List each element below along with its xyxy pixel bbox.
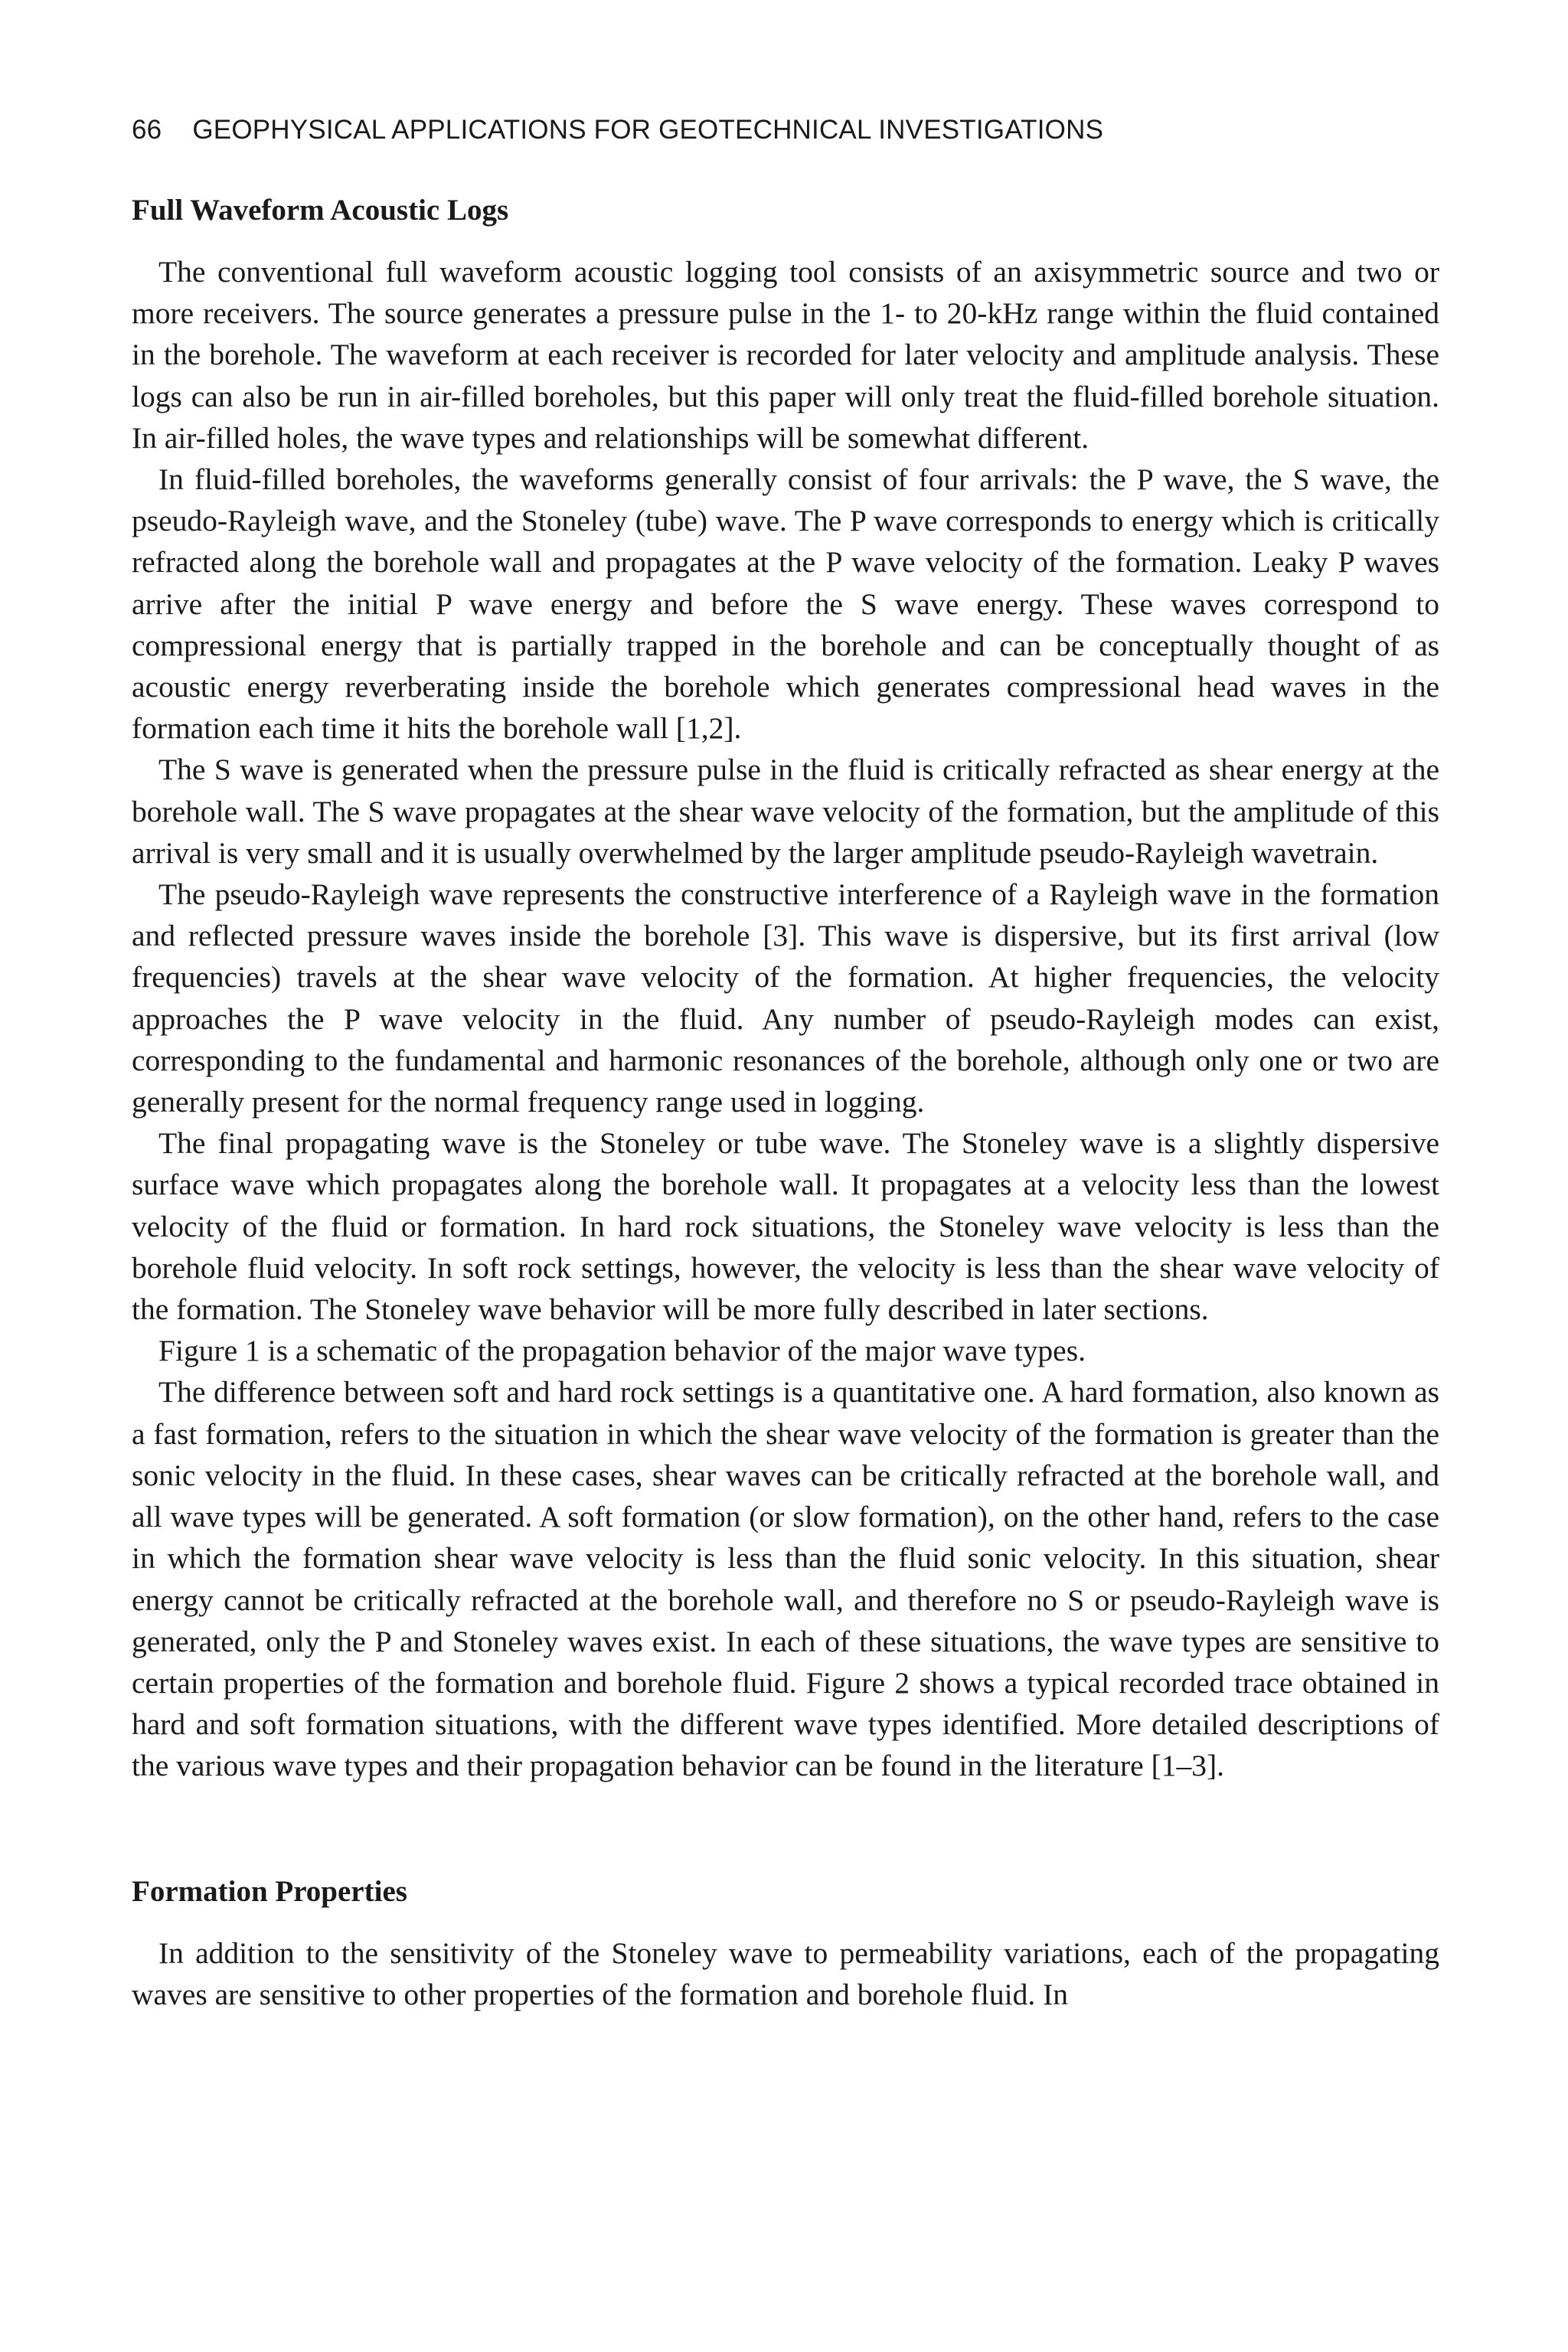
paragraph: The S wave is generated when the pressure pulse in the fluid is critically refracted as shear energy at the borehole wall. The S wave propagates at the shear wave velocity of the formation, but the amplitude of this arrival is very small and it is usually overwhelmed by the larger amplitude pseudo-Rayleigh wavetrain. <box>132 753 1439 870</box>
section-heading-formation-properties: Formation Properties <box>132 1874 407 1908</box>
running-title: GEOPHYSICAL APPLICATIONS FOR GEOTECHNICAL INVESTIGATIONS <box>192 115 1104 145</box>
paragraph: The difference between soft and hard rock settings is a quantitative one. A hard formation, also known as a fast formation, refers to the situation in which the shear wave velocity of the formation is greater than the sonic velocity in the fluid. In these cases, shear waves can be critically refracted at the borehole wall, and all wave types will be generated. A soft formation (or slow formation), on the other hand, refers to the case in which the formation shear wave velocity is less than the fluid sonic velocity. In this situation, shear energy cannot be critically refracted at the borehole wall, and therefore no S or pseudo-Rayleigh wave is generated, only the P and Stoneley waves exist. In each of these situations, the wave types are sensitive to certain properties of the formation and borehole fluid. Figure 2 shows a typical recorded trace obtained in hard and soft formation situations, with the different wave types identified. More detailed descriptions of the various wave types and their propagation behavior can be found in the literature [1–3]. <box>132 1375 1439 1783</box>
paragraph: Figure 1 is a schematic of the propagation behavior of the major wave types. <box>158 1334 1086 1368</box>
page-number: 66 <box>132 115 162 145</box>
page <box>132 113 1439 2015</box>
paragraph: The conventional full waveform acoustic logging tool consists of an axisymmetric source and two or more receivers. The source generates a pressure pulse in the 1- to 20-kHz range within the fluid contained in the borehole. The waveform at each receiver is recorded for later velocity and amplitude analysis. These logs can also be run in air-filled boreholes, but this paper will only treat the fluid-filled borehole situation. In air-filled holes, the wave types and relationships will be somewhat different. <box>132 255 1439 455</box>
paragraph: In fluid-filled boreholes, the waveforms generally consist of four arrivals: the P wave, the S wave, the pseudo-Rayleigh wave, and the Stoneley (tube) wave. The P wave corresponds to energy which is critically refracted along the borehole wall and propagates at the P wave velocity of the formation. Leaky P waves arrive after the initial P wave energy and before the S wave energy. These waves correspond to compressional energy that is partially trapped in the borehole and can be conceptually thought of as acoustic energy reverberating inside the borehole which generates compressional head waves in the formation each time it hits the borehole wall [1,2]. <box>132 462 1439 746</box>
paragraph: The final propagating wave is the Stoneley or tube wave. The Stoneley wave is a slightly dispersive surface wave which propagates along the borehole wall. It propagates at a velocity less than the lowest velocity of the fluid or formation. In hard rock situations, the Stoneley wave velocity is less than the borehole fluid velocity. In soft rock settings, however, the velocity is less than the shear wave velocity of the formation. The Stoneley wave behavior will be more fully described in later sections. <box>132 1126 1439 1327</box>
paragraph: The pseudo-Rayleigh wave represents the constructive interference of a Rayleigh wave in the formation and reflected pressure waves inside the borehole [3]. This wave is dispersive, but its first arrival (low frequencies) travels at the shear wave velocity of the formation. At higher frequencies, the velocity approaches the P wave velocity in the fluid. Any number of pseudo-Rayleigh modes can exist, corresponding to the fundamental and harmonic resonances of the borehole, although only one or two are generally present for the normal frequency range used in logging. <box>132 877 1439 1119</box>
paragraph: In addition to the sensitivity of the Stoneley wave to permeability variations, each of the propagating waves are sensitive to other properties of the formation and borehole fluid. In <box>132 1936 1439 2011</box>
running-head <box>132 113 1439 147</box>
section-heading-full-waveform: Full Waveform Acoustic Logs <box>132 194 509 227</box>
